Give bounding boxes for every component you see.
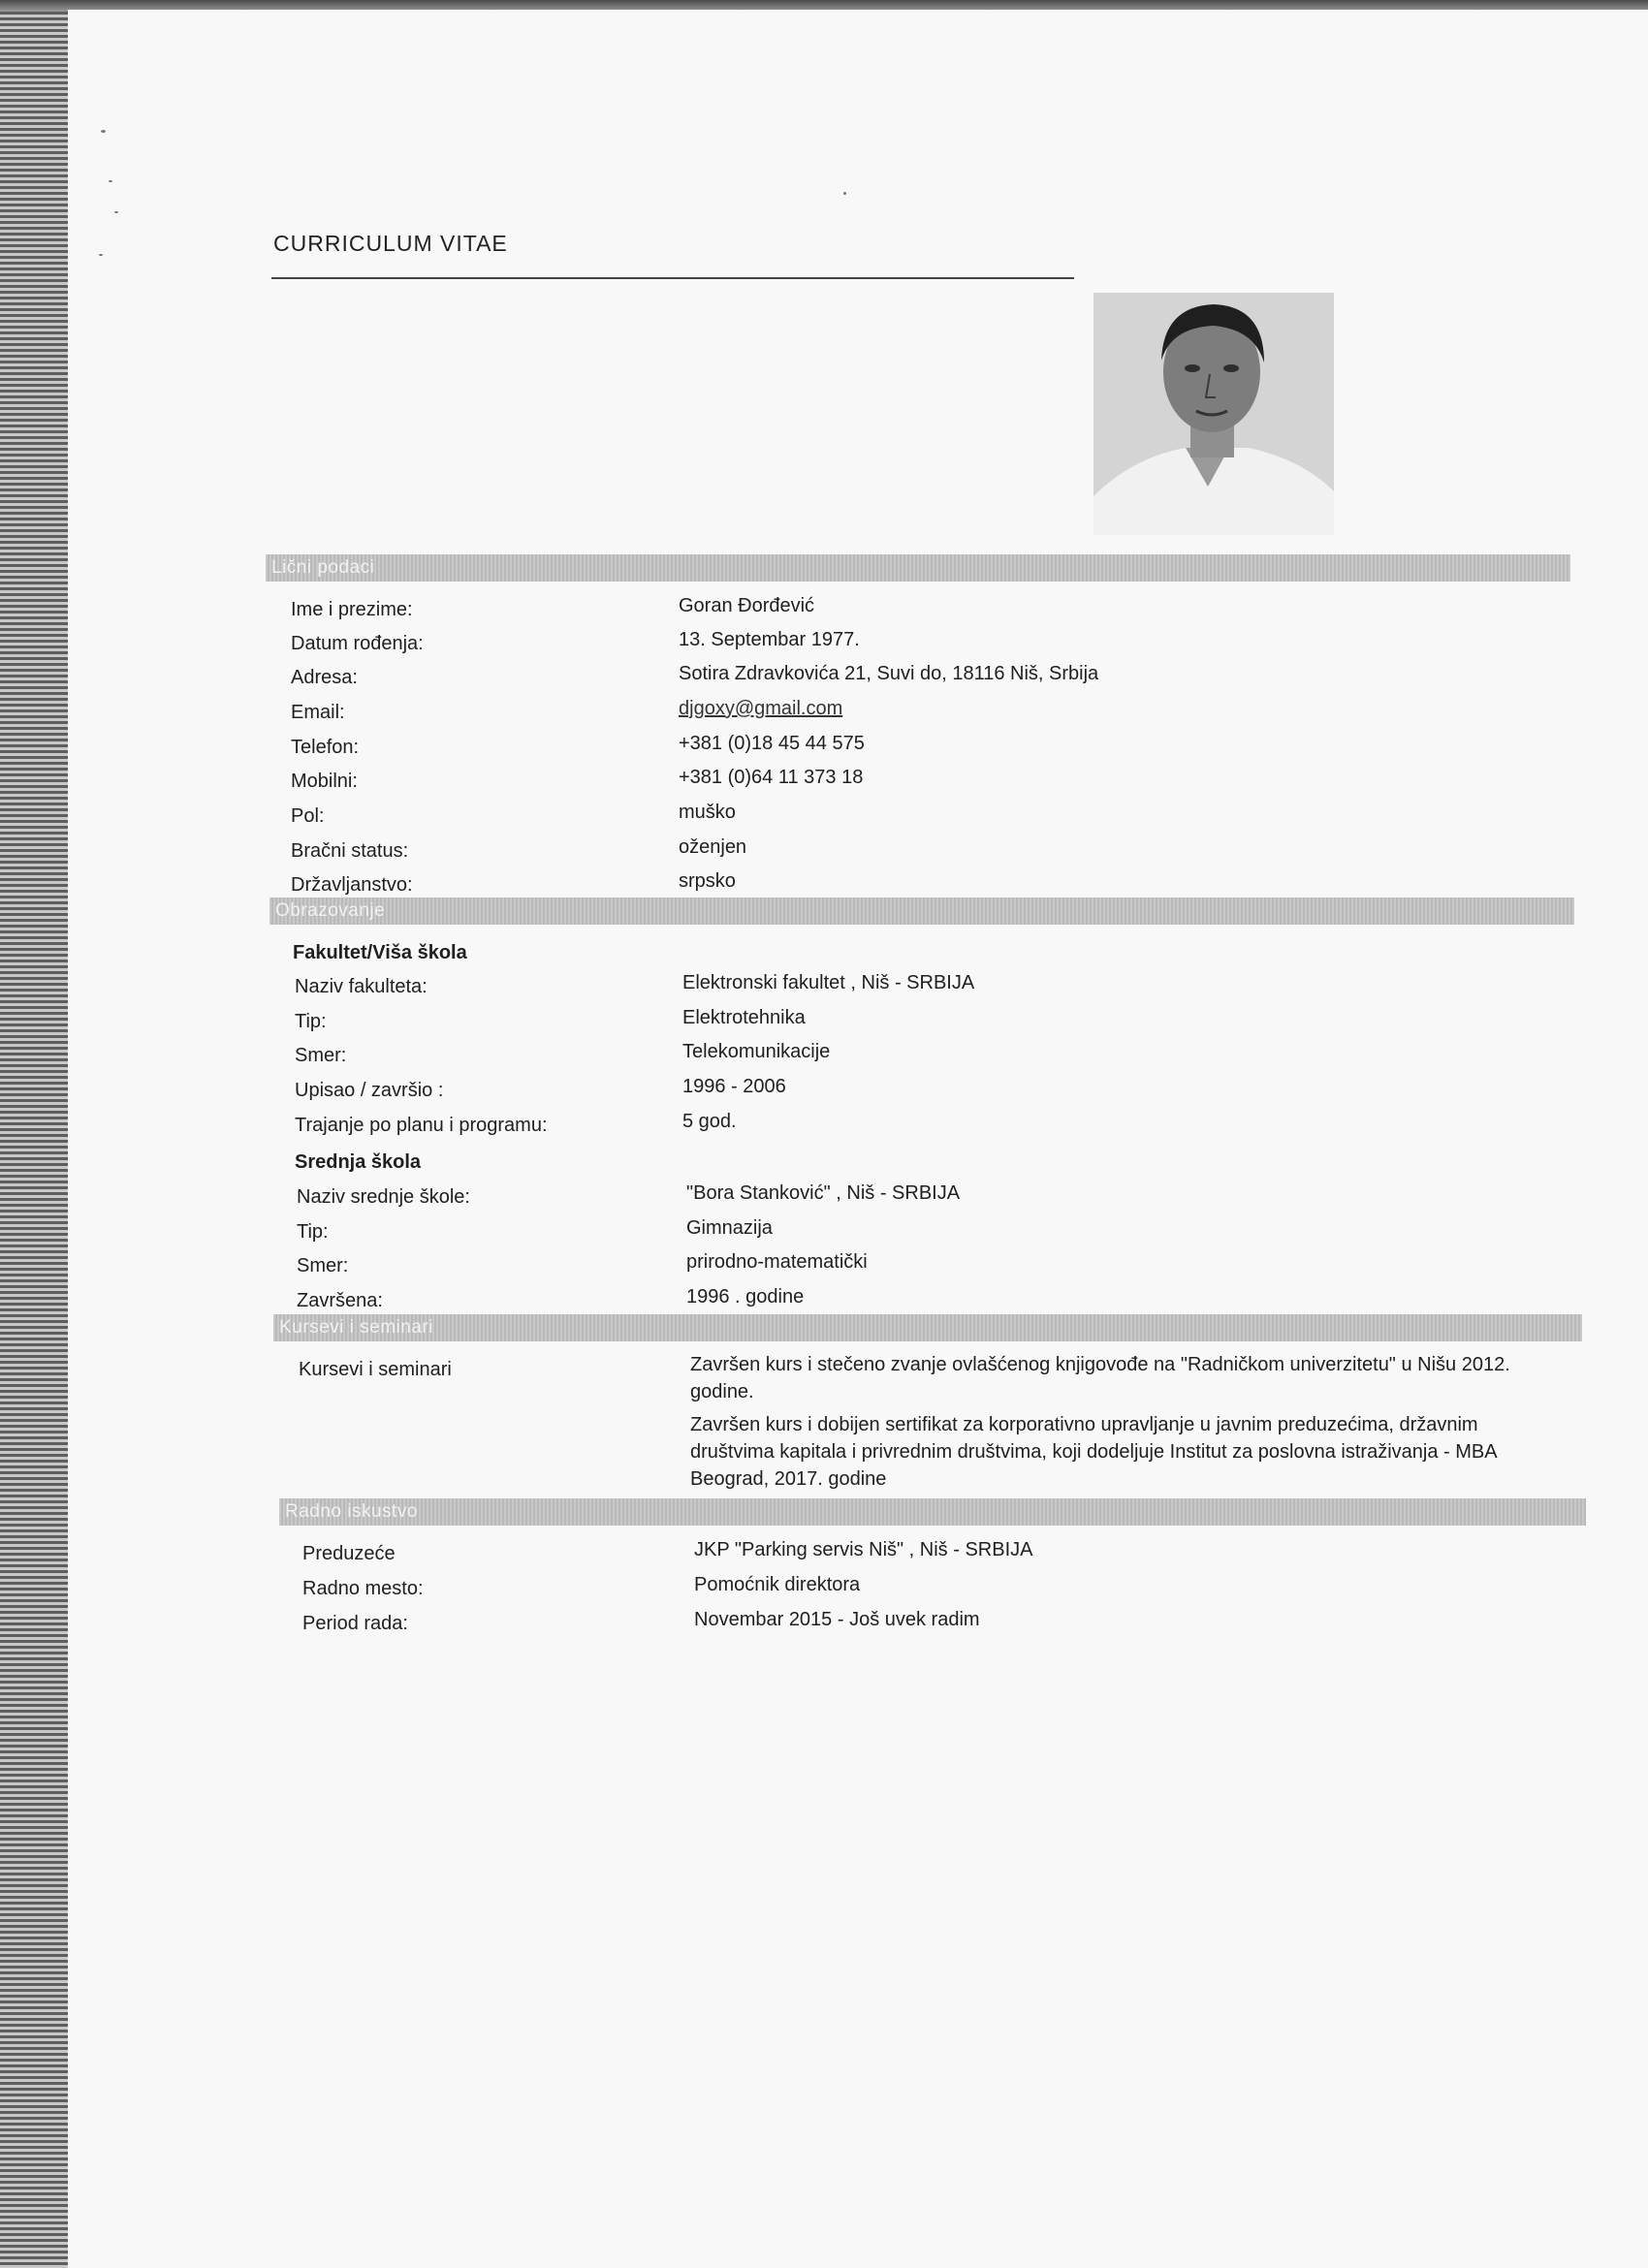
value-citizenship: srpsko: [679, 870, 736, 892]
title-divider: [271, 277, 1074, 279]
value-enrolled-finished: 1996 - 2006: [682, 1076, 786, 1097]
section-band-work: [279, 1498, 1586, 1526]
label-email: Email:: [291, 702, 345, 723]
section-title-personal: Lični podaci: [271, 557, 375, 578]
label-faculty-name: Naziv fakulteta:: [295, 976, 428, 997]
label-marital-status: Bračni status:: [291, 840, 409, 862]
course-item: Završen kurs i stečeno zvanje ovlašćenog knjigovođe na "Radničkom univerzitetu" u Nišu 2012. godine.: [690, 1354, 1510, 1402]
value-faculty-name: Elektronski fakultet , Niš - SRBIJA: [682, 972, 975, 993]
scan-speck: [101, 130, 106, 133]
scan-speck: [109, 180, 112, 182]
value-company: JKP "Parking servis Niš" , Niš - SRBIJA: [694, 1539, 1033, 1560]
section-band-personal: [266, 554, 1570, 582]
value-birthdate: 13. Septembar 1977.: [679, 629, 860, 650]
page-title: CURRICULUM VITAE: [273, 231, 508, 256]
scan-speck: [114, 211, 118, 213]
value-school-name: "Bora Stanković" , Niš - SRBIJA: [686, 1182, 961, 1204]
label-courses: Kursevi i seminari: [299, 1359, 452, 1380]
label-position: Radno mesto:: [302, 1578, 424, 1599]
section-title-education: Obrazovanje: [275, 900, 386, 921]
value-gender: muško: [679, 802, 736, 823]
section-band-education: [269, 898, 1574, 925]
label-citizenship: Državljanstvo:: [291, 874, 413, 896]
heading-high-school: Srednja škola: [295, 1151, 422, 1173]
label-address: Adresa:: [291, 667, 358, 688]
value-position: Pomoćnik direktora: [694, 1574, 861, 1595]
label-school-major: Smer:: [297, 1255, 349, 1276]
label-birthdate: Datum rođenja:: [291, 633, 424, 654]
profile-photo: [1093, 293, 1334, 535]
label-faculty-type: Tip:: [295, 1011, 327, 1032]
course-item: Završen kurs i dobijen sertifikat za korporativno upravljanje u javnim preduzećima, državnim društvima kapitala i privrednim društvima, koji dodeljuje Institut za poslovna istraživanja - MBA Beograd, 2017. godine: [690, 1414, 1497, 1490]
value-address: Sotira Zdravkovića 21, Suvi do, 18116 Niš, Srbija: [679, 663, 1099, 684]
scan-speck: [99, 254, 103, 256]
label-school-name: Naziv srednje škole:: [297, 1186, 470, 1208]
label-mobile: Mobilni:: [291, 771, 358, 792]
label-duration: Trajanje po planu i programu:: [295, 1115, 548, 1136]
value-name: Goran Đorđević: [679, 595, 815, 616]
value-work-period: Novembar 2015 - Još uvek radim: [694, 1609, 980, 1630]
section-band-courses: [273, 1314, 1582, 1341]
label-name: Ime i prezime:: [291, 599, 413, 620]
label-work-period: Period rada:: [302, 1613, 408, 1634]
label-school-finished: Završena:: [297, 1290, 383, 1311]
value-phone: +381 (0)18 45 44 575: [679, 733, 865, 754]
email-link[interactable]: djgoxy@gmail.com: [679, 698, 843, 719]
value-faculty-type: Elektrotehnika: [682, 1007, 806, 1028]
value-mobile: +381 (0)64 11 373 18: [679, 767, 864, 788]
cv-page: [68, 10, 1648, 2268]
scan-edge-stripes: [0, 0, 70, 2268]
value-school-finished: 1996 . godine: [686, 1286, 805, 1307]
label-school-type: Tip:: [297, 1221, 329, 1243]
label-phone: Telefon:: [291, 737, 360, 758]
label-faculty-major: Smer:: [295, 1045, 347, 1066]
section-title-work: Radno iskustvo: [285, 1501, 418, 1522]
heading-faculty: Fakultet/Viša škola: [293, 942, 467, 963]
value-school-type: Gimnazija: [686, 1217, 773, 1239]
label-company: Preduzeće: [302, 1543, 396, 1564]
section-title-courses: Kursevi i seminari: [279, 1317, 433, 1338]
value-school-major: prirodno-matematički: [686, 1251, 868, 1273]
label-gender: Pol:: [291, 805, 325, 827]
value-marital-status: oženjen: [679, 836, 747, 858]
value-faculty-major: Telekomunikacije: [682, 1041, 831, 1062]
value-duration: 5 god.: [682, 1111, 737, 1132]
scan-speck: [843, 192, 846, 195]
label-enrolled-finished: Upisao / završio :: [295, 1080, 444, 1101]
